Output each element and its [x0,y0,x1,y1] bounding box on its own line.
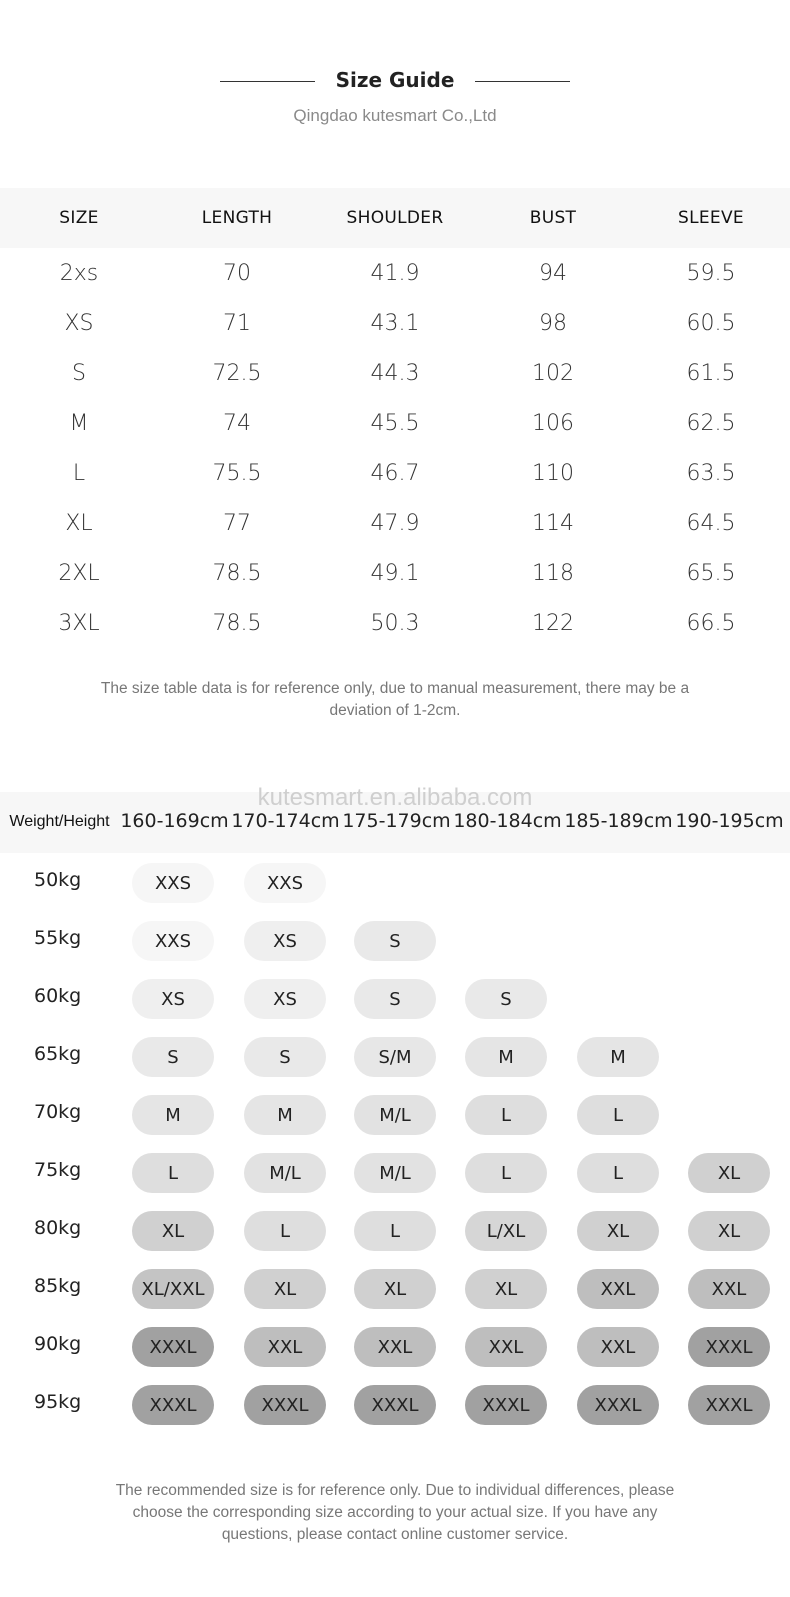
cell-length: 78.5 [212,560,262,586]
weight-label: 80kg [34,1217,82,1239]
size-pill: XXXL [244,1385,326,1425]
size-pill: M/L [354,1095,436,1135]
size-pill: XXL [577,1327,659,1367]
table-row [0,448,790,498]
cell-size: XS [64,310,94,336]
size-pill: XL [132,1211,214,1251]
cell-length: 70 [223,260,251,286]
height-column-header: 170-174cm [231,810,340,832]
size-pill: XXL [244,1327,326,1367]
cell-length: 74 [223,410,251,436]
cell-size: M [69,410,89,436]
size-pill: XXXL [132,1385,214,1425]
cell-sleeve: 66.5 [686,610,736,636]
size-pill: S [354,979,436,1019]
cell-bust: 98 [539,310,567,336]
column-header-shoulder: SHOULDER [346,208,444,228]
size-pill: XL/XXL [132,1269,214,1309]
cell-sleeve: 64.5 [686,510,736,536]
weight-label: 70kg [34,1101,82,1123]
cell-length: 71 [223,310,251,336]
page-title: Size Guide [335,68,455,92]
recommendation-row [0,1143,790,1201]
height-column-header: 175-179cm [342,810,451,832]
size-pill: XL [354,1269,436,1309]
weight-height-label: Weight/Height [9,813,110,830]
size-pill: S [354,921,436,961]
size-pill: L [132,1153,214,1193]
table-row [0,248,790,298]
recommendation-row [0,1085,790,1143]
size-pill: M [244,1095,326,1135]
recommendation-row [0,911,790,969]
size-pill: M [132,1095,214,1135]
size-pill: L [465,1153,547,1193]
size-pill: XXL [577,1269,659,1309]
size-pill: S [132,1037,214,1077]
size-pill: XXXL [688,1385,770,1425]
cell-size: 2XL [58,560,100,586]
cell-bust: 118 [532,560,574,586]
size-pill: XS [132,979,214,1019]
weight-label: 50kg [34,869,82,891]
cell-size: S [72,360,86,386]
size-table-header [0,188,790,248]
height-column-header: 185-189cm [564,810,673,832]
table-row [0,598,790,648]
size-pill: XL [688,1153,770,1193]
table-row [0,348,790,398]
size-pill: S [244,1037,326,1077]
height-column-header: 160-169cm [120,810,229,832]
cell-sleeve: 59.5 [686,260,736,286]
column-header-size: SIZE [59,208,99,228]
table-row [0,548,790,598]
column-header-bust: BUST [529,208,577,228]
weight-label: 95kg [34,1391,82,1413]
size-table [0,188,790,648]
size-pill: XL [688,1211,770,1251]
cell-bust: 102 [532,360,574,386]
cell-shoulder: 41.9 [370,260,420,286]
column-header-sleeve: SLEEVE [678,208,744,228]
size-pill: L [577,1153,659,1193]
size-pill: L [577,1095,659,1135]
size-pill: L/XL [465,1211,547,1251]
cell-sleeve: 62.5 [686,410,736,436]
size-pill: L [244,1211,326,1251]
company-name: Qingdao kutesmart Co.,Ltd [293,106,497,125]
size-pill: M/L [244,1153,326,1193]
size-pill: XXXL [465,1385,547,1425]
recommendation-row [0,969,790,1027]
size-pill: S [465,979,547,1019]
cell-sleeve: 63.5 [686,460,736,486]
weight-label: 65kg [34,1043,82,1065]
weight-label: 75kg [34,1159,82,1181]
size-pill: XXL [465,1327,547,1367]
size-pill: XXS [132,863,214,903]
recommendation-row [0,1201,790,1259]
recommendation-note: The recommended size is for reference only. Due to individual differences, please choose the corresponding size according to your actual size. If you have any questions, please contact online customer service. [115,1482,675,1543]
cell-length: 77 [223,510,251,536]
title-divider-right [475,81,570,82]
weight-label: 55kg [34,927,82,949]
cell-bust: 110 [532,460,574,486]
size-pill: XL [577,1211,659,1251]
weight-label: 90kg [34,1333,82,1355]
recommendation-row [0,1259,790,1317]
table-row [0,398,790,448]
cell-shoulder: 49.1 [370,560,420,586]
watermark: kutesmart.en.alibaba.com [257,784,533,811]
cell-shoulder: 50.3 [370,610,420,636]
column-header-length: LENGTH [201,208,273,228]
cell-bust: 106 [532,410,574,436]
size-pill: S/M [354,1037,436,1077]
size-pill: L [465,1095,547,1135]
table-row [0,298,790,348]
recommendation-row [0,1027,790,1085]
size-table-body [0,248,790,648]
cell-size: L [72,460,86,486]
recommendation-row [0,1375,790,1433]
size-pill: L [354,1211,436,1251]
size-pill: XS [244,921,326,961]
cell-shoulder: 44.3 [370,360,420,386]
cell-shoulder: 45.5 [370,410,420,436]
size-pill: XXL [688,1269,770,1309]
cell-bust: 122 [532,610,574,636]
size-pill: XXS [244,863,326,903]
cell-shoulder: 43.1 [370,310,420,336]
cell-size: 2xs [59,260,99,286]
cell-size: XL [65,510,93,536]
size-pill: XL [244,1269,326,1309]
cell-length: 75.5 [212,460,262,486]
size-pill: XXL [354,1327,436,1367]
size-pill: M/L [354,1153,436,1193]
cell-bust: 114 [532,510,574,536]
cell-length: 78.5 [212,610,262,636]
height-column-header: 190-195cm [675,810,784,832]
cell-sleeve: 60.5 [686,310,736,336]
size-pill: XXS [132,921,214,961]
recommendation-row [0,1317,790,1375]
recommendation-row [0,853,790,911]
cell-length: 72.5 [212,360,262,386]
cell-size: 3XL [58,610,100,636]
cell-bust: 94 [539,260,567,286]
weight-label: 60kg [34,985,82,1007]
height-column-header: 180-184cm [453,810,562,832]
size-pill: XXXL [132,1327,214,1367]
cell-shoulder: 47.9 [370,510,420,536]
cell-sleeve: 65.5 [686,560,736,586]
size-pill: XXXL [688,1327,770,1367]
size-pill: XXXL [577,1385,659,1425]
size-pill: XS [244,979,326,1019]
table-row [0,498,790,548]
size-pill: M [465,1037,547,1077]
cell-shoulder: 46.7 [370,460,420,486]
size-guide-header [0,64,790,100]
weight-label: 85kg [34,1275,82,1297]
size-pill: M [577,1037,659,1077]
cell-sleeve: 61.5 [686,360,736,386]
size-pill: XL [465,1269,547,1309]
size-pill: XXXL [354,1385,436,1425]
measurement-note: The size table data is for reference only, due to manual measurement, there may be a deviation of 1-2cm. [100,680,690,719]
